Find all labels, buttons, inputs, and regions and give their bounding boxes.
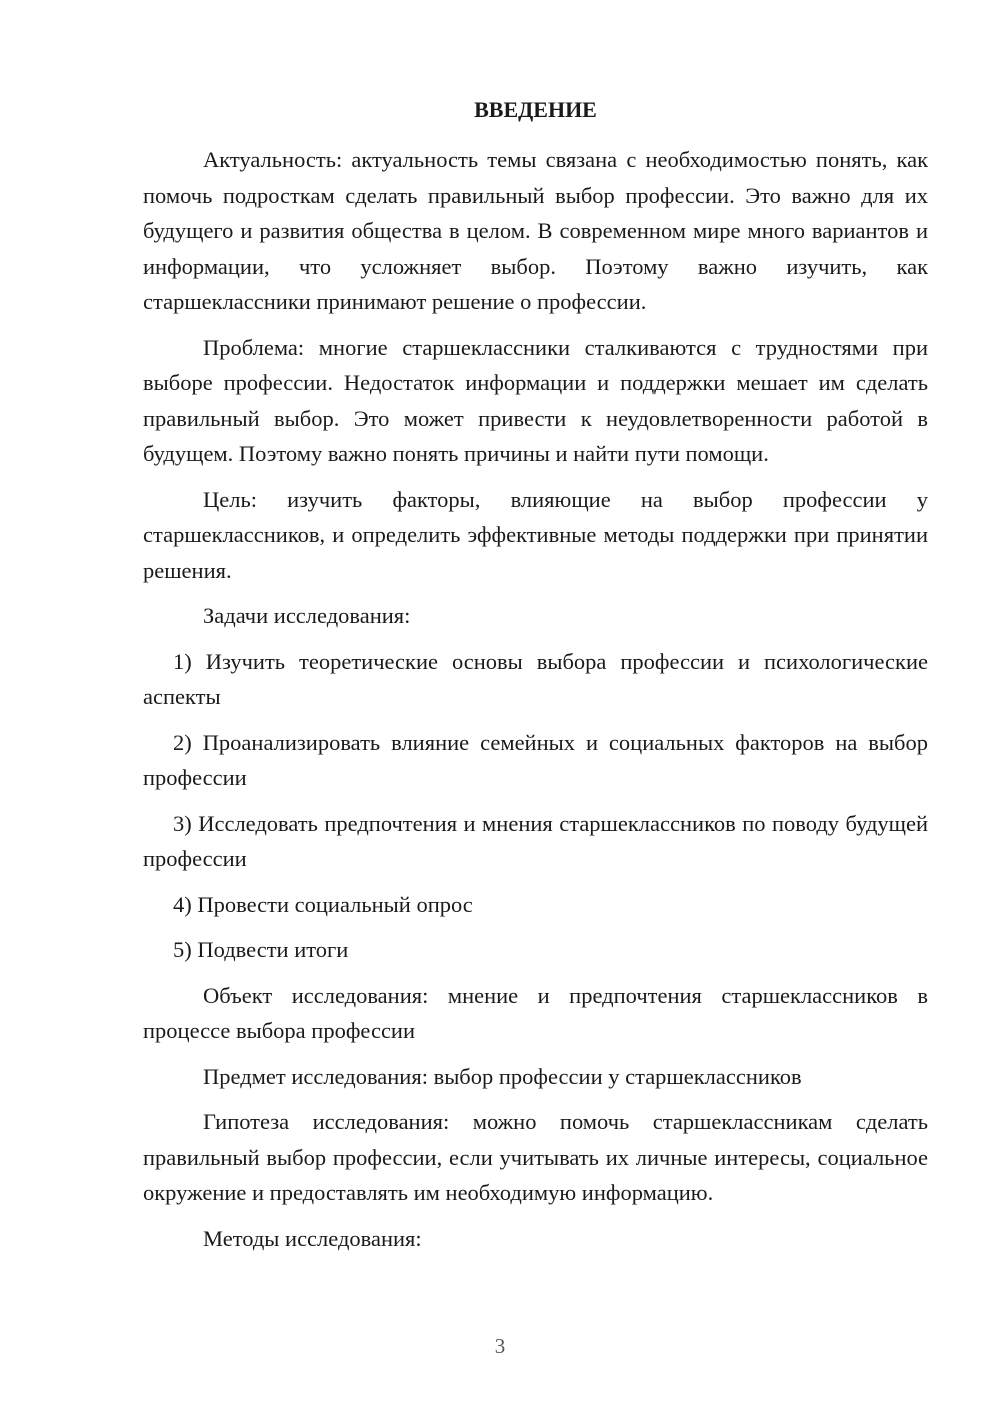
page-number: 3 [494,1334,506,1358]
task-item: 1) Изучить теоретические основы выбора профессии и психологические аспекты [143,648,928,709]
methods-heading: Методы исследования: [203,1225,422,1251]
section-title: ВВЕДЕНИЕ [474,97,597,122]
task-item: 5) Подвести итоги [173,937,349,962]
relevance-paragraph: Актуальность: актуальность темы связана с необходимостью понять, как помочь подросткам сделать правильный выбор профессии. Это важно для их будущего и развития общества в целом. В современном мире много вариантов и информации, что усложняет выбор. Поэтому важно изучить, как старшеклассники принимают решение о профессии. [143,147,928,314]
tasks-heading: Задачи исследования: [203,603,411,628]
hypothesis-paragraph: Гипотеза исследования: можно помочь старшеклассникам сделать правильный выбор профессии, если учитывать их личные интересы, социальное окружение и предоставлять им необходимую информацию. [143,1109,928,1205]
task-item: 4) Провести социальный опрос [173,891,473,917]
object-paragraph: Объект исследования: мнение и предпочтения старшеклассников в процессе выбора профессии [143,982,928,1043]
problem-paragraph: Проблема: многие старшеклассники сталкиваются с трудностями при выборе профессии. Недостаток информации и поддержки мешает им сделать правильный выбор. Это может привести к неудовлетворенности работой в будущем. Поэтому важно понять причины и найти пути помощи. [143,334,928,466]
task-item: 3) Исследовать предпочтения и мнения старшеклассников по поводу будущей профессии [143,810,928,871]
document-page [143,96,928,1266]
goal-paragraph: Цель: изучить факторы, влияющие на выбор профессии у старшеклассников, и определить эффективные методы поддержки при принятии решения. [143,486,928,583]
subject-paragraph: Предмет исследования: выбор профессии у старшеклассников [203,1063,802,1089]
task-item: 2) Проанализировать влияние семейных и социальных факторов на выбор профессии [143,729,928,790]
